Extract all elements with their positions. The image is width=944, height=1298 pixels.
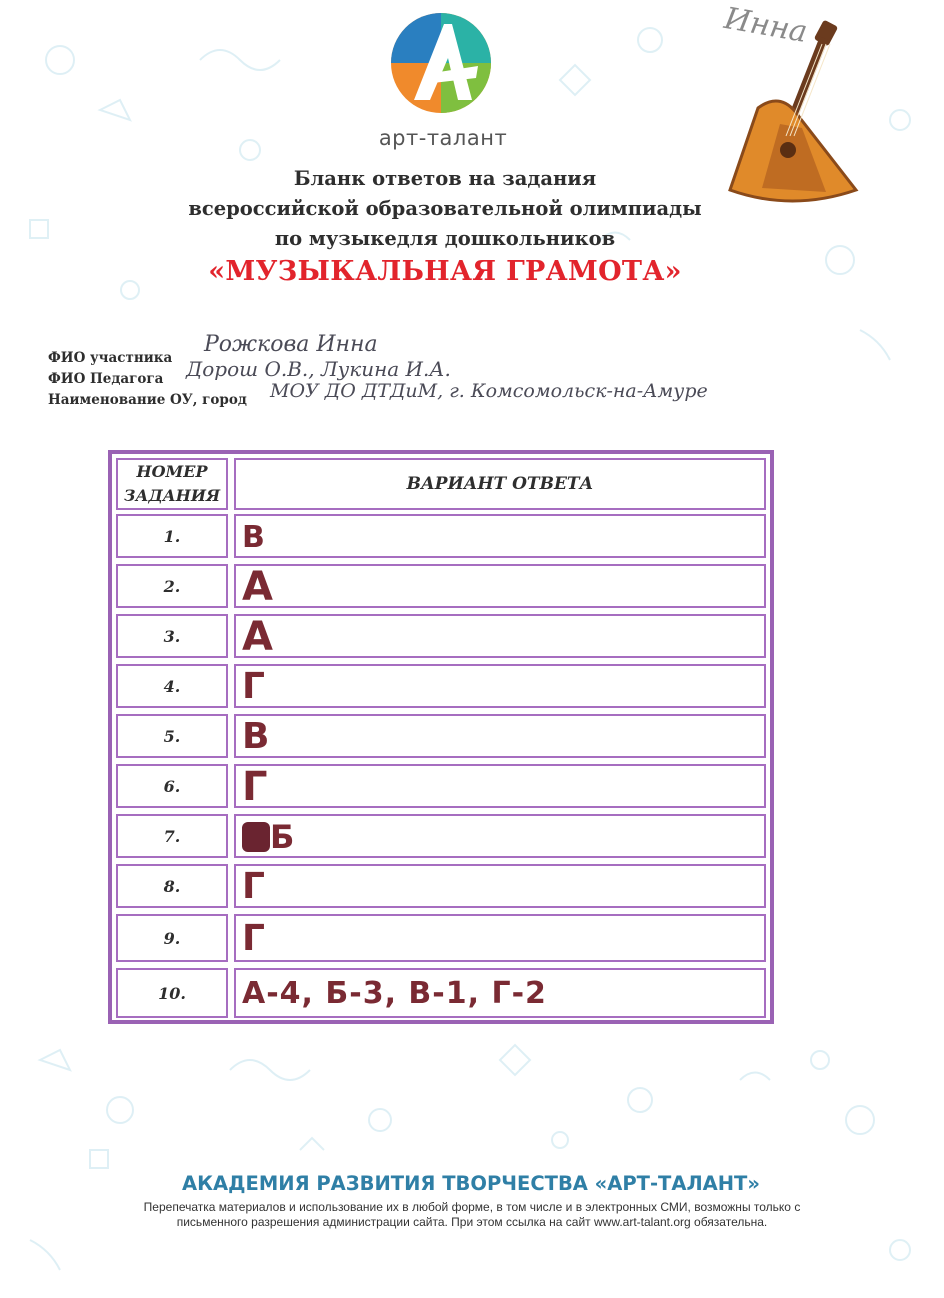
answer-cell bbox=[234, 614, 766, 658]
task-number: 3. bbox=[116, 614, 228, 658]
participant-fields bbox=[48, 330, 898, 420]
handwritten-answer: В bbox=[242, 716, 270, 757]
answer-cell bbox=[234, 968, 766, 1018]
answer-cell bbox=[234, 514, 766, 558]
footer-note-line-2: письменного разрешения администрации сайта. При этом ссылка на сайт www.art-talant.org обязательна. bbox=[176, 1215, 768, 1229]
task-number: 1. bbox=[116, 514, 228, 558]
header-answer-variant: ВАРИАНТ ОТВЕТА bbox=[234, 458, 766, 510]
school-city-label: Наименование ОУ, город bbox=[48, 392, 247, 408]
handwritten-answer: Б bbox=[270, 818, 295, 856]
handwritten-answer: Г bbox=[242, 666, 265, 707]
table-row bbox=[116, 968, 766, 1018]
heading-line-1: Бланк ответов на задания bbox=[293, 167, 597, 190]
task-number: 2. bbox=[116, 564, 228, 608]
task-number: 8. bbox=[116, 864, 228, 908]
task-number: 5. bbox=[116, 714, 228, 758]
handwritten-answer: Г bbox=[242, 764, 268, 810]
table-row bbox=[116, 664, 766, 708]
footer-copyright-note bbox=[80, 1200, 864, 1230]
art-talant-logo-icon bbox=[386, 8, 496, 118]
teacher-name-label: ФИО Педагога bbox=[48, 371, 164, 387]
brand-name: арт-талант bbox=[378, 126, 508, 150]
table-row bbox=[116, 764, 766, 808]
corner-handwritten-name: Инна bbox=[721, 1, 810, 50]
heading-line-2: всероссийской образовательной олимпиады bbox=[188, 197, 702, 220]
heading-line-3: по музыкедля дошкольников bbox=[274, 227, 616, 250]
participant-name-value: Рожкова Инна bbox=[204, 332, 378, 357]
table-header-row bbox=[116, 458, 766, 510]
task-number: 10. bbox=[116, 968, 228, 1018]
task-number: 7. bbox=[116, 814, 228, 858]
footer-note-line-1: Перепечатка материалов и использование их в любой форме, в том числе и в электронных СМИ, возможны только с bbox=[143, 1200, 801, 1214]
answer-cell bbox=[234, 714, 766, 758]
table-row bbox=[116, 614, 766, 658]
task-number: 4. bbox=[116, 664, 228, 708]
handwritten-answer: А-4, Б-3, В-1, Г-2 bbox=[242, 976, 547, 1011]
answer-cell bbox=[234, 814, 766, 858]
task-number: 6. bbox=[116, 764, 228, 808]
participant-name-label: ФИО участника bbox=[48, 350, 173, 366]
answer-cell bbox=[234, 864, 766, 908]
teacher-name-value: Дорош О.В., Лукина И.А. bbox=[186, 357, 451, 381]
sheet-heading bbox=[120, 164, 770, 287]
table-row bbox=[116, 714, 766, 758]
table-row bbox=[116, 514, 766, 558]
task-number: 9. bbox=[116, 914, 228, 962]
handwritten-answer: А bbox=[242, 614, 273, 660]
olympiad-title: «МУЗЫКАЛЬНАЯ ГРАМОТА» bbox=[208, 256, 682, 287]
table-row bbox=[116, 864, 766, 908]
answer-cell bbox=[234, 664, 766, 708]
table-row bbox=[116, 914, 766, 962]
handwritten-answer: Г bbox=[242, 918, 265, 959]
crossed-out-mark bbox=[242, 822, 270, 852]
table-row bbox=[116, 814, 766, 858]
handwritten-answer: В bbox=[242, 520, 265, 555]
answer-table bbox=[108, 450, 774, 1024]
answer-cell bbox=[234, 764, 766, 808]
school-city-value: МОУ ДО ДТДиМ, г. Комсомольск-на-Амуре bbox=[270, 380, 708, 402]
header-task-number: НОМЕР ЗАДАНИЯ bbox=[116, 458, 228, 510]
answer-cell bbox=[234, 914, 766, 962]
answer-cell bbox=[234, 564, 766, 608]
handwritten-answer: А bbox=[242, 564, 273, 610]
footer-academy-title: АКАДЕМИЯ РАЗВИТИЯ ТВОРЧЕСТВА «АРТ-ТАЛАНТ» bbox=[182, 1172, 760, 1195]
handwritten-answer: Г bbox=[242, 866, 265, 907]
table-row bbox=[116, 564, 766, 608]
